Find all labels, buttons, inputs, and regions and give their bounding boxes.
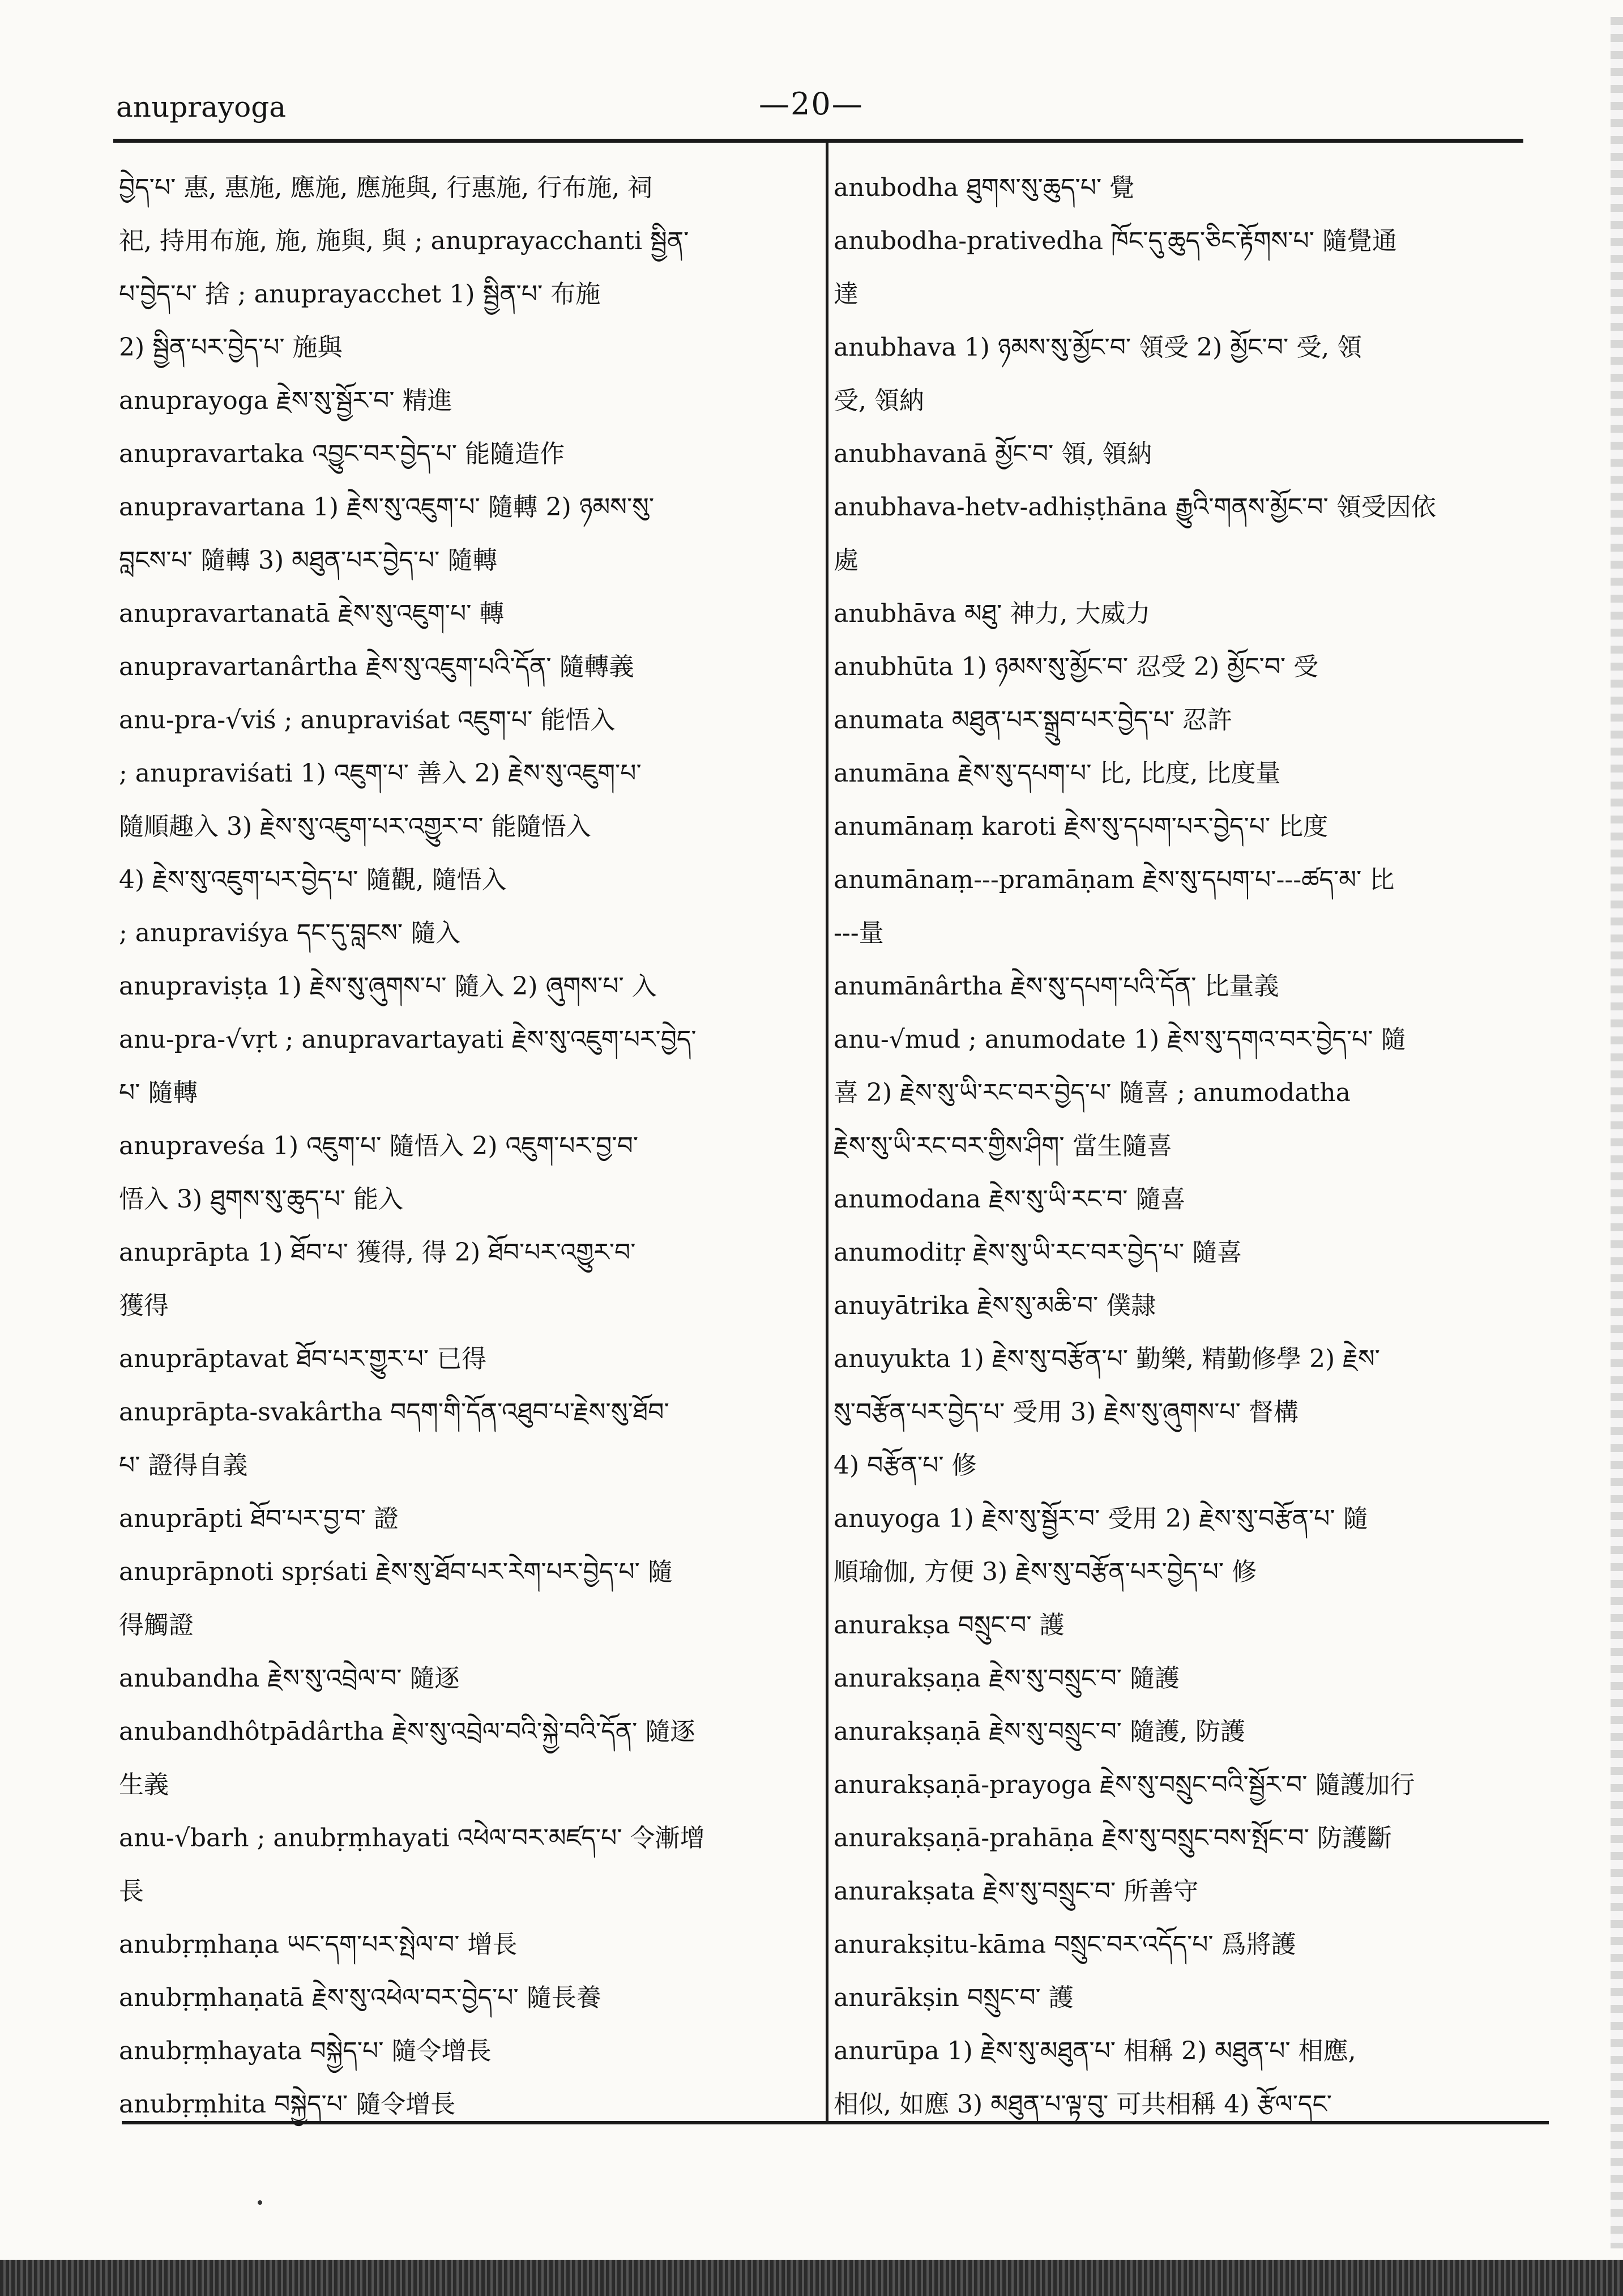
entry-line: anu-√mud ; anumodate 1) རྗེས་སུ་དགའ་བར་བྱེད་པ་ 隨 bbox=[834, 1025, 1406, 1054]
dictionary-entry bbox=[119, 1918, 813, 1971]
dictionary-entry bbox=[834, 428, 1536, 481]
entry-line: anuprayoga རྗེས་སུ་སྦྱོར་བ་ 精進 bbox=[119, 386, 452, 415]
entry-line: anubṛṃhaṇatā རྗེས་སུ་འཕེལ་བར་བྱེད་པ་ 隨長養 bbox=[119, 1983, 601, 2012]
entry-line: 獲得 bbox=[119, 1291, 169, 1320]
entry-line: anupravartana 1) རྗེས་སུ་འཇུག་པ་ 隨轉 2) ཉམས་སུ་ bbox=[119, 493, 655, 522]
dictionary-entry bbox=[834, 1333, 1536, 1492]
entry-line: anubodha-prativedha ཁོང་དུ་ཆུད་ཅིང་རྟོགས་པ་ 隨覺通 bbox=[834, 227, 1397, 255]
entry-line: anubodha ཐུགས་སུ་ཆུད་པ་ 覺 bbox=[834, 173, 1135, 202]
running-headword: anuprayoga bbox=[116, 91, 287, 123]
dictionary-entry bbox=[834, 1226, 1536, 1279]
entry-line: anurakṣaṇā རྗེས་སུ་བསྲུང་བ་ 隨護, 防護 bbox=[834, 1717, 1245, 1746]
dictionary-entry bbox=[119, 1546, 813, 1652]
entry-line: anumoditṛ རྗེས་སུ་ཡི་རང་བར་བྱེད་པ་ 隨喜 bbox=[834, 1238, 1242, 1267]
dictionary-entry bbox=[119, 641, 813, 694]
entry-line: anubandha རྗེས་སུ་འབྲེལ་བ་ 隨逐 bbox=[119, 1664, 460, 1693]
entry-line: པ་ 隨轉 bbox=[119, 1078, 198, 1107]
dictionary-entry bbox=[119, 960, 813, 1013]
entry-line: 處 bbox=[834, 546, 859, 575]
right-column bbox=[834, 161, 1536, 2131]
dictionary-entry bbox=[834, 1173, 1536, 1226]
entry-line: པ་བྱེད་པ་ 捨 ; anuprayacchet 1) སྦྱིན་པ་ 布施 bbox=[119, 280, 601, 309]
entry-line: anu-pra-√viś ; anupraviśat འཇུག་པ་ 能悟入 bbox=[119, 706, 616, 735]
entry-line: 悟入 3) ཐུགས་སུ་ཆུད་པ་ 能入 bbox=[119, 1185, 404, 1214]
entry-line: anubṛṃhaṇa ཡང་དག་པར་སྤེལ་བ་ 增長 bbox=[119, 1930, 518, 1959]
dictionary-entry bbox=[119, 1812, 813, 1918]
dictionary-entry bbox=[834, 1652, 1536, 1705]
dictionary-entry bbox=[119, 1386, 813, 1492]
dictionary-entry bbox=[834, 215, 1536, 321]
dictionary-entry bbox=[834, 1279, 1536, 1333]
entry-line: anurakṣitu-kāma བསྲུང་བར་འདོད་པ་ 爲將護 bbox=[834, 1930, 1296, 1959]
dictionary-entry bbox=[834, 1812, 1536, 1865]
entry-line: anumānaṃ karoti རྗེས་སུ་དཔག་པར་བྱེད་པ་ 比度 bbox=[834, 812, 1329, 841]
dictionary-entry bbox=[119, 428, 813, 481]
page-number: —20— bbox=[759, 86, 864, 122]
dictionary-entry bbox=[834, 747, 1536, 800]
entry-line: anurakṣata རྗེས་སུ་བསྲུང་བ་ 所善守 bbox=[834, 1877, 1199, 1906]
entry-line: anurākṣin བསྲུང་བ་ 護 bbox=[834, 1983, 1074, 2012]
dictionary-entry bbox=[119, 1492, 813, 1546]
entry-line: anumodana རྗེས་སུ་ཡི་རང་བ་ 隨喜 bbox=[834, 1185, 1186, 1214]
entry-line: anupraveśa 1) འཇུག་པ་ 隨悟入 2) འཇུག་པར་བྱ་བ་ bbox=[119, 1132, 639, 1160]
entry-line: པ་ 證得自義 bbox=[119, 1451, 248, 1480]
entry-line: 達 bbox=[834, 280, 859, 309]
dictionary-entry bbox=[834, 960, 1536, 1013]
dictionary-entry bbox=[834, 641, 1536, 694]
entry-line: བླངས་པ་ 隨轉 3) མཐུན་པར་བྱེད་པ་ 隨轉 bbox=[119, 546, 498, 575]
dictionary-entry bbox=[119, 1226, 813, 1333]
header-rule bbox=[113, 139, 1523, 143]
dictionary-entry bbox=[119, 2025, 813, 2078]
entry-line: 喜 2) རྗེས་སུ་ཡི་རང་བར་བྱེད་པ་ 隨喜 ; anumodatha bbox=[834, 1078, 1351, 1107]
dictionary-entry bbox=[834, 1971, 1536, 2025]
entry-line: anupravartanatā རྗེས་སུ་འཇུག་པ་ 轉 bbox=[119, 599, 505, 628]
dictionary-entry bbox=[119, 1120, 813, 1226]
entry-line: anuyukta 1) རྗེས་སུ་བརྩོན་པ་ 勤樂, 精勤修學 2) རྗེས་ bbox=[834, 1345, 1380, 1373]
entry-line: anubhava 1) ཉམས་སུ་མྱོང་བ་ 領受 2) མྱོང་བ་ 受, 領 bbox=[834, 333, 1363, 362]
entry-line: anubandhôtpādârtha རྗེས་སུ་འབྲེལ་བའི་སྐྱེ་བའི་དོན་ 隨逐 bbox=[119, 1717, 695, 1746]
entry-line: ---量 bbox=[834, 919, 884, 948]
entry-line: anurakṣaṇā-prayoga རྗེས་སུ་བསྲུང་བའི་སྦྱོར་བ་ 隨護加行 bbox=[834, 1770, 1415, 1799]
entry-line: རྗེས་སུ་ཡི་རང་བར་གྱིས་ཤིག་ 當生隨喜 bbox=[834, 1132, 1172, 1160]
entry-line: 受, 領納 bbox=[834, 386, 924, 415]
entry-line: anu-pra-√vṛt ; anupravartayati རྗེས་སུ་འཇུག་པར་བྱེད་ bbox=[119, 1025, 697, 1054]
entry-line: 得觸證 bbox=[119, 1611, 194, 1640]
entry-line: anumānaṃ---pramāṇam རྗེས་སུ་དཔག་པ་---ཚད་མ་ 比 bbox=[834, 865, 1395, 894]
dictionary-entry bbox=[834, 853, 1536, 960]
dictionary-entry bbox=[119, 1652, 813, 1705]
dictionary-entry bbox=[834, 1705, 1536, 1759]
dictionary-entry bbox=[119, 481, 813, 587]
dictionary-entry bbox=[119, 374, 813, 428]
dictionary-entry bbox=[834, 800, 1536, 853]
entry-line: 相似, 如應 3) མཐུན་པ་ལྟ་བུ་ 可共相稱 4) རྩོལ་དང་ bbox=[834, 2090, 1332, 2119]
entry-line: anuprāptavat ཐོབ་པར་གྱུར་པ་ 已得 bbox=[119, 1345, 487, 1373]
left-column bbox=[119, 161, 813, 2131]
dictionary-entry bbox=[119, 161, 813, 374]
entry-line: anumāna རྗེས་སུ་དཔག་པ་ 比, 比度, 比度量 bbox=[834, 759, 1281, 788]
dictionary-entry bbox=[834, 1599, 1536, 1652]
dictionary-entry bbox=[834, 694, 1536, 747]
entry-line: 生義 bbox=[119, 1770, 169, 1799]
entry-line: བྱེད་པ་ 惠, 惠施, 應施, 應施與, 行惠施, 行布施, 祠 bbox=[119, 173, 653, 202]
dictionary-entry bbox=[834, 1759, 1536, 1812]
entry-line: anuprāpnoti spṛśati རྗེས་སུ་ཐོབ་པར་རེག་པར་བྱེད་པ་ 隨 bbox=[119, 1557, 673, 1586]
entry-line: anubṛṃhita བསྐྱེད་པ་ 隨令增長 bbox=[119, 2090, 456, 2119]
entry-line: anurakṣaṇā-prahāṇa རྗེས་སུ་བསྲུང་བས་སྤོང་བ་ 防護斷 bbox=[834, 1824, 1392, 1853]
entry-line: anubhūta 1) ཉམས་སུ་མྱོང་བ་ 忍受 2) མྱོང་བ་ 受 bbox=[834, 652, 1319, 681]
entry-line: anubhava-hetv-adhiṣṭhāna རྒྱུའི་གནས་མྱོང་བ་ 領受因依 bbox=[834, 493, 1436, 522]
dictionary-entry bbox=[834, 481, 1536, 587]
ink-speck bbox=[258, 2200, 262, 2205]
entry-line: anuyātrika རྗེས་སུ་མཆི་བ་ 僕隷 bbox=[834, 1291, 1156, 1320]
dictionary-entry bbox=[119, 1013, 813, 1120]
entry-line: 祀, 持用布施, 施, 施與, 與 ; anuprayacchanti སྦྱིན་ bbox=[119, 227, 689, 255]
dictionary-entry bbox=[834, 321, 1536, 428]
dictionary-entry bbox=[834, 1492, 1536, 1599]
entry-line: anurūpa 1) རྗེས་སུ་མཐུན་པ་ 相稱 2) མཐུན་པ་ 相應, bbox=[834, 2037, 1356, 2065]
entry-line: anupraviṣṭa 1) རྗེས་སུ་ཞུགས་པ་ 隨入 2) ཞུགས་པ་ 入 bbox=[119, 972, 657, 1001]
entry-line: anubhāva མཐུ་ 神力, 大威力 bbox=[834, 599, 1151, 628]
entry-line: anuprāpta-svakârtha བདག་གི་དོན་འཐུབ་པ་རྗེས་སུ་ཐོབ་ bbox=[119, 1398, 669, 1427]
dictionary-entry bbox=[834, 1918, 1536, 1971]
dictionary-entry bbox=[119, 1705, 813, 1812]
entry-line: ; anupraviśya དང་དུ་བླངས་ 隨入 bbox=[119, 919, 461, 948]
dictionary-entry bbox=[834, 1013, 1536, 1173]
dictionary-entry bbox=[834, 2025, 1536, 2131]
entry-line: anuyoga 1) རྗེས་སུ་སྦྱོར་བ་ 受用 2) རྗེས་སུ་བརྩོན་པ་ 隨 bbox=[834, 1504, 1368, 1533]
column-divider bbox=[826, 143, 828, 2122]
entry-line: anumānârtha རྗེས་སུ་དཔག་པའི་དོན་ 比量義 bbox=[834, 972, 1279, 1001]
entry-line: anubhavanā མྱོང་བ་ 領, 領納 bbox=[834, 439, 1152, 468]
entry-line: anubṛṃhayata བསྐྱེད་པ་ 隨令增長 bbox=[119, 2037, 492, 2065]
dictionary-entry bbox=[834, 587, 1536, 641]
entry-line: 順瑜伽, 方便 3) རྗེས་སུ་བརྩོན་པར་བྱེད་པ་ 修 bbox=[834, 1557, 1257, 1586]
dictionary-entry bbox=[119, 1333, 813, 1386]
entry-line: anuprāpti ཐོབ་པར་བྱ་བ་ 證 bbox=[119, 1504, 399, 1533]
entry-line: anupravartanârtha རྗེས་སུ་འཇུག་པའི་དོན་ 隨轉義 bbox=[119, 652, 634, 681]
entry-line: anurakṣaṇa རྗེས་སུ་བསྲུང་བ་ 隨護 bbox=[834, 1664, 1180, 1693]
entry-line: 長 bbox=[119, 1877, 144, 1906]
entry-line: anumata མཐུན་པར་སྒྲུབ་པར་བྱེད་པ་ 忍許 bbox=[834, 706, 1233, 735]
dictionary-entry bbox=[119, 694, 813, 960]
entry-line: 2) སྦྱིན་པར་བྱེད་པ་ 施與 bbox=[119, 333, 343, 362]
entry-line: 隨順趣入 3) རྗེས་སུ་འཇུག་པར་འགྱུར་བ་ 能隨悟入 bbox=[119, 812, 591, 841]
entry-line: 4) རྗེས་སུ་འཇུག་པར་བྱེད་པ་ 隨觀, 隨悟入 bbox=[119, 865, 507, 894]
entry-line: ; anupraviśati 1) འཇུག་པ་ 善入 2) རྗེས་སུ་འཇུག་པ་ bbox=[119, 759, 642, 788]
dictionary-entry bbox=[119, 1971, 813, 2025]
footer-rule bbox=[122, 2121, 1549, 2124]
entry-line: anurakṣa བསྲུང་བ་ 護 bbox=[834, 1611, 1065, 1640]
scan-bottom-border bbox=[0, 2260, 1623, 2296]
dictionary-entry bbox=[834, 1865, 1536, 1918]
entry-line: སུ་བརྩོན་པར་བྱེད་པ་ 受用 3) རྗེས་སུ་ཞུགས་པ་ 督構 bbox=[834, 1398, 1299, 1427]
dictionary-entry bbox=[119, 587, 813, 641]
page-edge-scan-artifact bbox=[1611, 17, 1623, 2248]
entry-line: 4) བརྩོན་པ་ 修 bbox=[834, 1451, 977, 1480]
entry-line: anu-√barh ; anubṛṃhayati འཕེལ་བར་མཛད་པ་ 令漸增 bbox=[119, 1824, 705, 1853]
entry-line: anupravartaka འབྱུང་བར་བྱེད་པ་ 能隨造作 bbox=[119, 439, 565, 468]
dictionary-entry bbox=[834, 161, 1536, 215]
entry-line: anuprāpta 1) ཐོབ་པ་ 獲得, 得 2) ཐོབ་པར་འགྱུར་བ་ bbox=[119, 1238, 636, 1267]
